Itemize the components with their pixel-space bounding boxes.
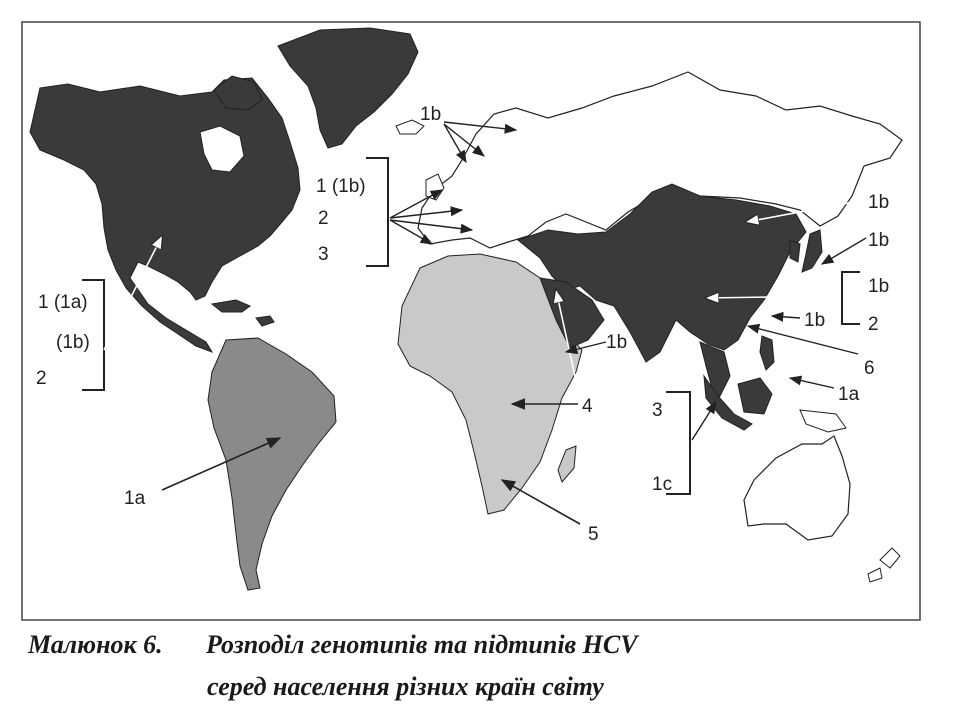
korea	[790, 240, 800, 262]
na-label-1: 1 (1a)	[38, 292, 88, 313]
europe-label-3: 3	[318, 244, 329, 265]
na-label-2: (1b)	[56, 332, 90, 353]
scandinavia-arrow-3	[444, 124, 466, 162]
europe-bracket	[366, 158, 388, 266]
china-east-label-1: 1b	[868, 276, 890, 297]
south-africa-label: 5	[588, 524, 599, 545]
borneo	[738, 378, 772, 414]
taiwan-arrow	[772, 316, 800, 318]
indonesia-arrow	[790, 378, 834, 388]
madagascar	[558, 446, 576, 482]
greenland-region	[278, 28, 418, 148]
philippines	[760, 336, 774, 370]
australia	[744, 436, 850, 540]
na-label-3: 2	[36, 368, 47, 389]
europe-label-1: 1 (1b)	[316, 176, 366, 197]
scandinavia-label: 1b	[420, 104, 442, 125]
figure-caption-line-2: серед населення різних країн світу	[207, 672, 604, 701]
new-guinea	[800, 410, 846, 432]
south-africa-arrow	[502, 480, 580, 524]
taiwan-label: 1b	[804, 310, 826, 331]
japan-label: 1b	[868, 230, 890, 251]
china-east-label-2: 2	[868, 314, 879, 335]
china-east-bracket	[842, 272, 860, 324]
japan-arrow	[822, 238, 866, 264]
caption-text-1: Розподіл генотипів та підтипів HCV	[206, 630, 638, 659]
south-america-region	[208, 338, 336, 590]
east-africa-label: 1b	[606, 332, 628, 353]
indonesia-label: 1a	[838, 384, 860, 405]
sa-label: 1a	[124, 488, 146, 509]
malaysia-label-2: 1c	[652, 474, 673, 495]
japan	[802, 230, 822, 272]
malaysia-arrow	[692, 402, 716, 440]
china-north-label: 1b	[868, 192, 890, 213]
malaysia-label-1: 3	[652, 400, 663, 421]
figure-number: Малюнок 6.	[28, 630, 163, 659]
central-africa-label: 4	[582, 396, 593, 417]
europe-label-2: 2	[318, 208, 329, 229]
new-zealand	[868, 548, 900, 582]
southeast-asia-label: 6	[864, 358, 875, 379]
caribbean-islands	[212, 300, 274, 326]
figure-caption-line-1	[28, 630, 638, 660]
